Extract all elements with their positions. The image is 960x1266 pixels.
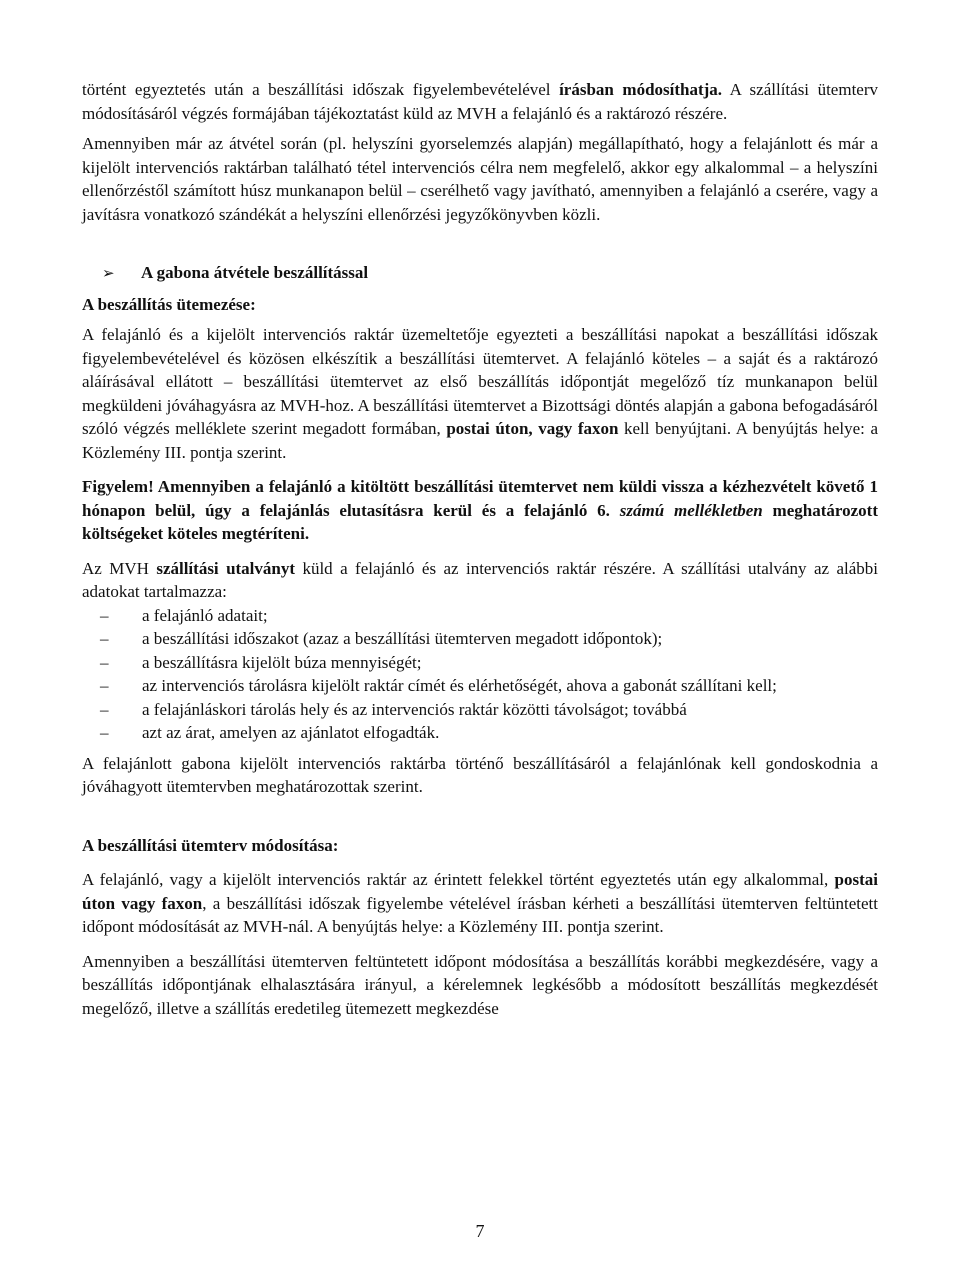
text-run: A felajánló, vagy a kijelölt intervenciós raktár az érintett felekkel történt egyeztetés után egy alkalommal, <box>82 870 835 889</box>
bold-text: írásban módosíthatja. <box>559 80 723 99</box>
text-run: meghatározott költségeket köteles megtéríteni. <box>82 500 878 543</box>
schedule-heading: A beszállítás ütemezése: <box>82 294 256 314</box>
dash-bullet-icon: – <box>100 699 109 719</box>
list-item: – az intervenciós tárolásra kijelölt raktár címét és elérhetőségét, ahova a gabonát szállítani kell; <box>82 674 878 698</box>
bold-text: szállítási utalványt <box>156 558 296 578</box>
list-item: – a felajánláskori tárolás hely és az intervenciós raktár közötti távolságot; továbbá <box>82 698 878 722</box>
text-run: kell benyújtani. A benyújtás helye: a Közlemény III. pontja szerint. <box>82 419 879 462</box>
paragraph-modification-deadline: Amennyiben a beszállítási ütemterven feltüntetett időpont módosítása a beszállítás korábbi megkezdésére, vagy a beszállítás időpontjának elhalasztására irányul, a kérelemnek legkésőbb a módosított beszállítás megkezdését megelőző, illetve a szállítás eredetileg ütemezett megkezdése <box>82 951 878 1018</box>
list-item: – a beszállítási időszakot (azaz a beszállítási ütemterven megadott időpontok); <box>82 627 878 651</box>
section-heading <box>82 261 878 286</box>
dash-bullet-icon: – <box>100 605 109 625</box>
dash-bullet-icon: – <box>100 676 109 695</box>
list-item: – azt az árat, amelyen az ajánlatot elfogadták. <box>82 721 878 745</box>
paragraph-warning <box>82 475 878 546</box>
text-run: , a beszállítási időszak figyelembe vételével írásban kérheti a beszállítási ütemterven feltüntetett időpont módosítását az MVH-nál. A benyújtás helye: a Közlemény III. pontja szerint. <box>82 893 878 936</box>
dash-bullet-icon: – <box>100 723 109 742</box>
modification-heading: A beszállítási ütemterv módosítása: <box>82 835 339 855</box>
list-item: – a beszállításra kijelölt búza mennyiségét; <box>82 651 878 675</box>
bold-text: postai úton vagy faxon <box>82 870 878 913</box>
arrow-bullet-icon: ➢ <box>102 264 115 282</box>
dash-bullet-icon: – <box>100 629 109 648</box>
paragraph-modification-request <box>82 868 878 939</box>
text-run: A felajánló és a kijelölt intervenciós raktár üzemeltetője egyezteti a beszállítási napokat a beszállítási időszak figyelembevételével és közösen elkészítik a beszállítási ütemtervet. A felajánló köteles – a saját és a raktározó aláírásával ellátott – beszállítási ütemtervet az első beszállítás időpontját megelőző tíz munkanapon belül megküldeni jóváhagyásra az MVH-hoz. A beszállítási ütemtervet a Bizottsági döntés alapján a gabona befogadásáról szóló végzés melléklete szerint megadott formában, <box>82 325 878 438</box>
paragraph-replacement-rule: Amennyiben már az átvétel során (pl. helyszíni gyorselemzés alapján) megállapítható, hogy a felajánlott és már a kijelölt intervenciós raktárban található tétel intervenciós célra nem megfelelő, akkor egy alkalommal – a helyszíni ellenőrzéstől számított húsz munkanapon belül – cserélhető vagy javítható, amennyiben a felajánló a cserére, vagy a javításra vonatkozó szándékát a helyszíni ellenőrzési jegyzőkönyvben közli. <box>82 134 878 224</box>
document-page <box>82 78 878 1020</box>
italic-text: számú mellékletben <box>619 500 763 520</box>
text-run: Figyelem! Amennyiben a felajánló a kitöltött beszállítási ütemtervet nem küldi vissza a kézhezvételt követő 1 hónapon belül, úgy a felajánlás elutasításra kerül és a felajánló 6. <box>82 477 878 520</box>
text-run: történt egyeztetés után a beszállítási időszak figyelembevételével <box>82 80 560 99</box>
text-run: küld a felajánló és az intervenciós raktár részére. A szállítási utalvány az alábbi adatokat tartalmazza: <box>82 558 879 601</box>
text-run: A szállítási ütemterv módosításáról végzés formájában tájékoztatást küld az MVH a felajánló és a raktározó részére. <box>82 80 879 123</box>
text-run: Az MVH <box>82 558 157 578</box>
voucher-contents-list <box>82 604 878 745</box>
paragraph-delivery-responsibility: A felajánlott gabona kijelölt intervenciós raktárba történő beszállításáról a felajánlónak kell gondoskodnia a jóváhagyott ütemtervben meghatározottak szerint. <box>82 753 878 796</box>
list-item: – a felajánló adatait; <box>82 604 878 628</box>
dash-bullet-icon: – <box>100 652 109 672</box>
page-number: 7 <box>475 1221 485 1241</box>
paragraph-schedule-change-notice <box>82 78 878 125</box>
paragraph-delivery-schedule <box>82 323 878 464</box>
paragraph-transport-voucher <box>82 557 878 604</box>
bold-text: postai úton, vagy faxon <box>446 419 619 438</box>
section-heading-text: A gabona átvétele beszállítással <box>141 263 369 282</box>
